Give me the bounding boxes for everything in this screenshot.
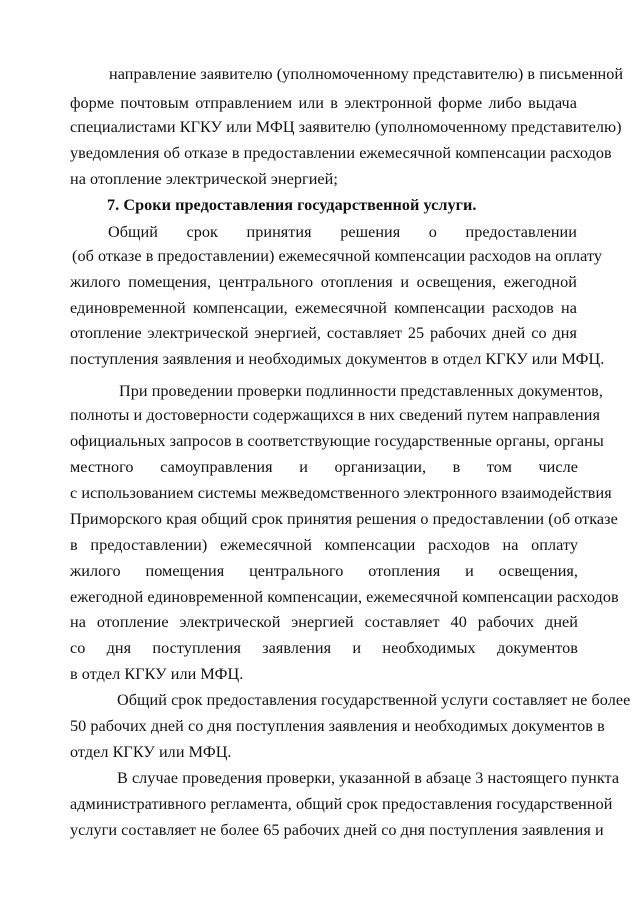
text-line: Общий срок предоставления государственной услуги составляет не более	[117, 691, 631, 709]
text-line: административного регламента, общий срок предоставления государственной	[70, 795, 613, 813]
text-line: форме почтовым отправлением или в электронной форме либо выдача	[70, 94, 577, 112]
text-line: местного самоуправления и организации, в том числе	[70, 458, 578, 476]
text-line: официальных запросов в соответствующие государственные органы, органы	[70, 432, 604, 450]
text-line: полноты и достоверности содержащихся в них сведений путем направления	[70, 406, 600, 424]
text-line: услуги составляет не более 65 рабочих дней со дня поступления заявления и	[70, 821, 604, 839]
text-line: Общий срок принятия решения о предоставлении	[108, 223, 577, 241]
text-line: ежегодной единовременной компенсации, ежемесячной компенсации расходов	[70, 588, 619, 606]
text-line: специалистами КГКУ или МФЦ заявителю (уполномоченному представителю)	[70, 118, 622, 136]
text-line: жилого помещения центрального отопления и освещения,	[70, 562, 578, 580]
text-line: В случае проведения проверки, указанной в абзаце 3 настоящего пункта	[117, 769, 620, 787]
section-heading: 7. Сроки предоставления государственной услуги.	[107, 196, 477, 214]
text-line: 50 рабочих дней со дня поступления заявления и необходимых документов в	[70, 717, 605, 735]
text-line: в отдел КГКУ или МФЦ.	[70, 665, 244, 683]
text-line: с использованием системы межведомственного электронного взаимодействия	[70, 484, 612, 502]
text-line: на отопление электрической энергией;	[70, 170, 338, 188]
text-line: в предоставлении) ежемесячной компенсации расходов на оплату	[70, 536, 578, 554]
text-line: направление заявителю (уполномоченному представителю) в письменной	[109, 65, 624, 83]
text-line: Приморского края общий срок принятия решения о предоставлении (об отказе	[70, 510, 618, 528]
text-line: отдел КГКУ или МФЦ.	[70, 743, 232, 761]
text-line: При проведении проверки подлинности представленных документов,	[119, 382, 603, 400]
text-line: жилого помещения, центрального отопления и освещения, ежегодной	[70, 273, 577, 291]
text-line: (об отказе в предоставлении) ежемесячной компенсации расходов на оплату	[72, 247, 603, 265]
text-line: поступления заявления и необходимых документов в отдел КГКУ или МФЦ.	[70, 350, 605, 368]
text-line: уведомления об отказе в предоставлении ежемесячной компенсации расходов	[70, 144, 612, 162]
text-line: единовременной компенсации, ежемесячной компенсации расходов на	[70, 299, 577, 317]
text-line: отопление электрической энергией, составляет 25 рабочих дней со дня	[70, 324, 577, 342]
text-line: на отопление электрической энергией составляет 40 рабочих дней	[70, 613, 578, 631]
text-line: со дня поступления заявления и необходимых документов	[70, 639, 578, 657]
